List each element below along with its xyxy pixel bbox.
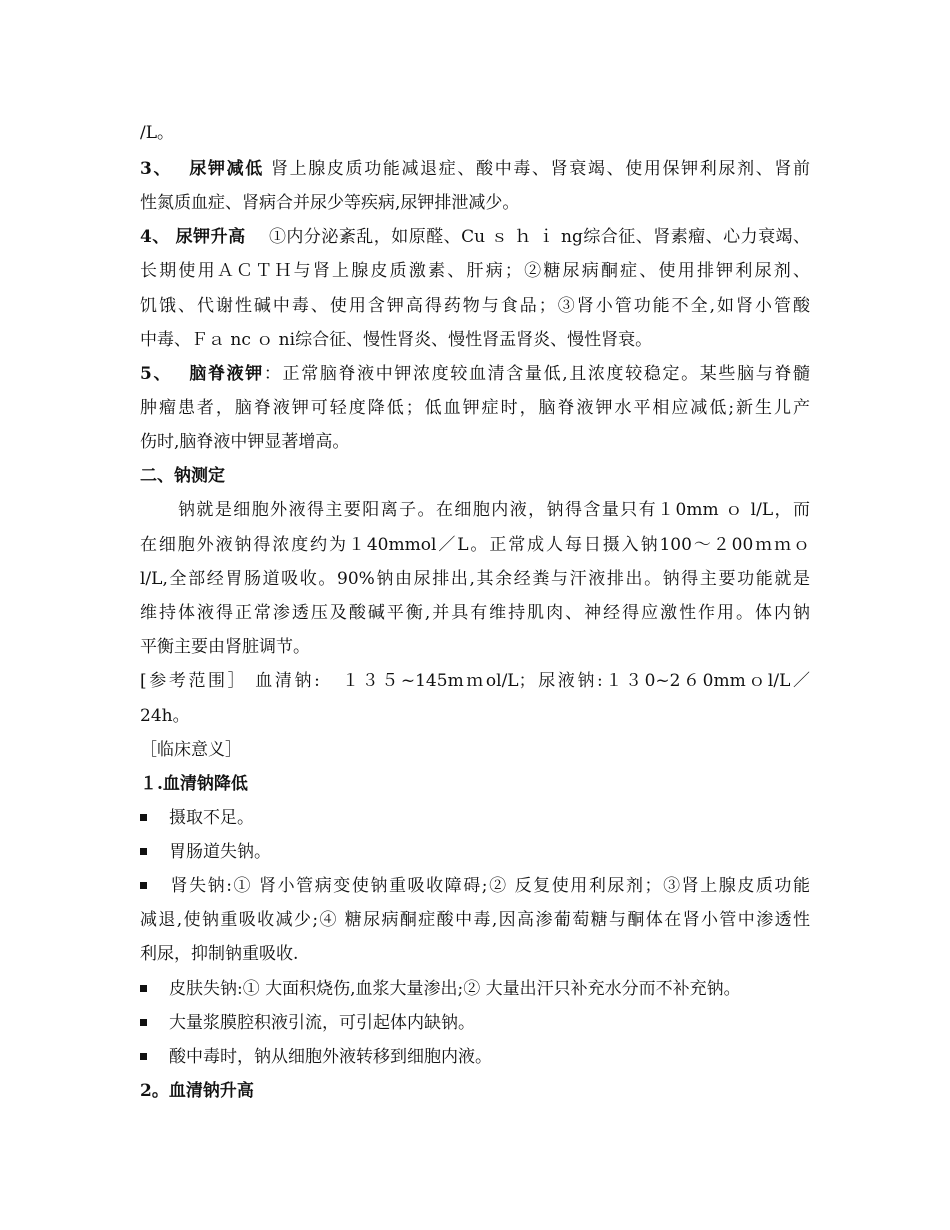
square-bullet-icon [140, 814, 147, 821]
text-line: 长期使用ＡＣＴＨ与肾上腺皮质激素、肝病；②糖尿病酮症、使用排钾利尿剂、 [140, 261, 810, 281]
section-4-line-1 [140, 225, 810, 249]
section-title: 尿钾升高 [175, 227, 246, 247]
list-item-text: 肾失钠:① 肾小管病变使钠重吸收障碍;② 反复使用利尿剂；③肾上腺皮质功能 [169, 876, 810, 896]
square-bullet-icon [140, 882, 147, 889]
text-line: 维持体液得正常渗透压及酸碱平衡,并具有维持肌肉、神经得应激性作用。体内钠 [140, 603, 810, 623]
text-line: 性氮质血症、肾病合并尿少等疾病,尿钾排泄减少。 [140, 193, 520, 213]
square-bullet-icon [140, 1053, 147, 1060]
text-span: ：正常脑脊液中钾浓度较血清含量低,且浓度较稳定。某些脑与脊髓 [263, 364, 810, 384]
subsection-heading: １.血清钠降低 [140, 774, 248, 794]
square-bullet-icon [140, 985, 147, 992]
list-item-text: 酸中毒时，钠从细胞外液转移到细胞内液。 [169, 1047, 492, 1067]
section-3-line-1 [140, 157, 810, 181]
text-line: 在细胞外液钠得浓度约为１40mmol／L。正常成人每日摄入钠100～２00ｍｍｏ [140, 535, 810, 555]
section-number: 4、 [140, 227, 170, 247]
reference-range-line: [参考范围］ 血清钠: １３５~145mｍol/L；尿液钠:１３0~2６0mmｏl/L／ [140, 671, 810, 691]
text-line: 饥饿、代谢性碱中毒、使用含钾高得药物与食品；③肾小管功能不全,如肾小管酸 [140, 296, 810, 316]
list-item [140, 806, 254, 830]
text-line: 伤时,脑脊液中钾显著增高。 [140, 432, 350, 452]
text-line: l/L,全部经胃肠道吸收。90%钠由尿排出,其余经粪与汗液排出。钠得主要功能就是 [140, 569, 810, 589]
list-item [140, 1011, 475, 1035]
text-line: 钠就是细胞外液得主要阳离子。在细胞内液，钠得含量只有１0mm ｏ l/L，而 [178, 500, 810, 520]
text-span: 肾上腺皮质功能减退症、酸中毒、肾衰竭、使用保钾利尿剂、肾前 [270, 159, 811, 179]
text-line: 24h。 [140, 706, 190, 726]
list-item [140, 977, 741, 1001]
section-number: 3、 [140, 159, 164, 179]
list-item [140, 840, 271, 864]
text-line: 中毒、Ｆａ nc ｏ ni综合征、慢性肾炎、慢性肾盂肾炎、慢性肾衰。 [140, 330, 653, 350]
text-line: 减退,使钠重吸收减少;④ 糖尿病酮症酸中毒,因高渗葡萄糖与酮体在肾小管中渗透性 [140, 910, 810, 930]
list-item-text: 大量浆膜腔积液引流，可引起体内缺钠。 [169, 1013, 475, 1033]
text-line: 平衡主要由肾脏调节。 [140, 637, 310, 657]
clinical-significance-heading: ［临床意义］ [140, 740, 242, 760]
square-bullet-icon [140, 1019, 147, 1026]
text-line: /L。 [140, 123, 175, 143]
list-item-text: 摄取不足。 [169, 808, 254, 828]
text-line: 利尿，抑制钠重吸收. [140, 944, 299, 964]
text-line: 肿瘤患者，脑脊液钾可轻度降低；低血钾症时，脑脊液钾水平相应减低;新生儿产 [140, 398, 810, 418]
list-item [140, 1045, 492, 1069]
section-title: 尿钾减低 [189, 159, 264, 179]
section-title: 脑脊液钾 [189, 364, 264, 384]
section-number: 5、 [140, 364, 164, 384]
subsection-heading: 2。血清钠升高 [140, 1081, 254, 1101]
square-bullet-icon [140, 848, 147, 855]
section-5-line-1 [140, 362, 810, 386]
text-span: ①内分泌紊乱，如原醛、Cu ｓ ｈ ｉ ng综合征、肾素瘤、心力衰竭、 [268, 227, 811, 247]
list-item-text: 胃肠道失钠。 [169, 842, 271, 862]
list-item-text: 皮肤失钠:① 大面积烧伤,血浆大量渗出;② 大量出汗只补充水分而不补充钠。 [169, 979, 741, 999]
list-item [140, 874, 810, 898]
section-heading: 二、钠测定 [140, 466, 225, 486]
